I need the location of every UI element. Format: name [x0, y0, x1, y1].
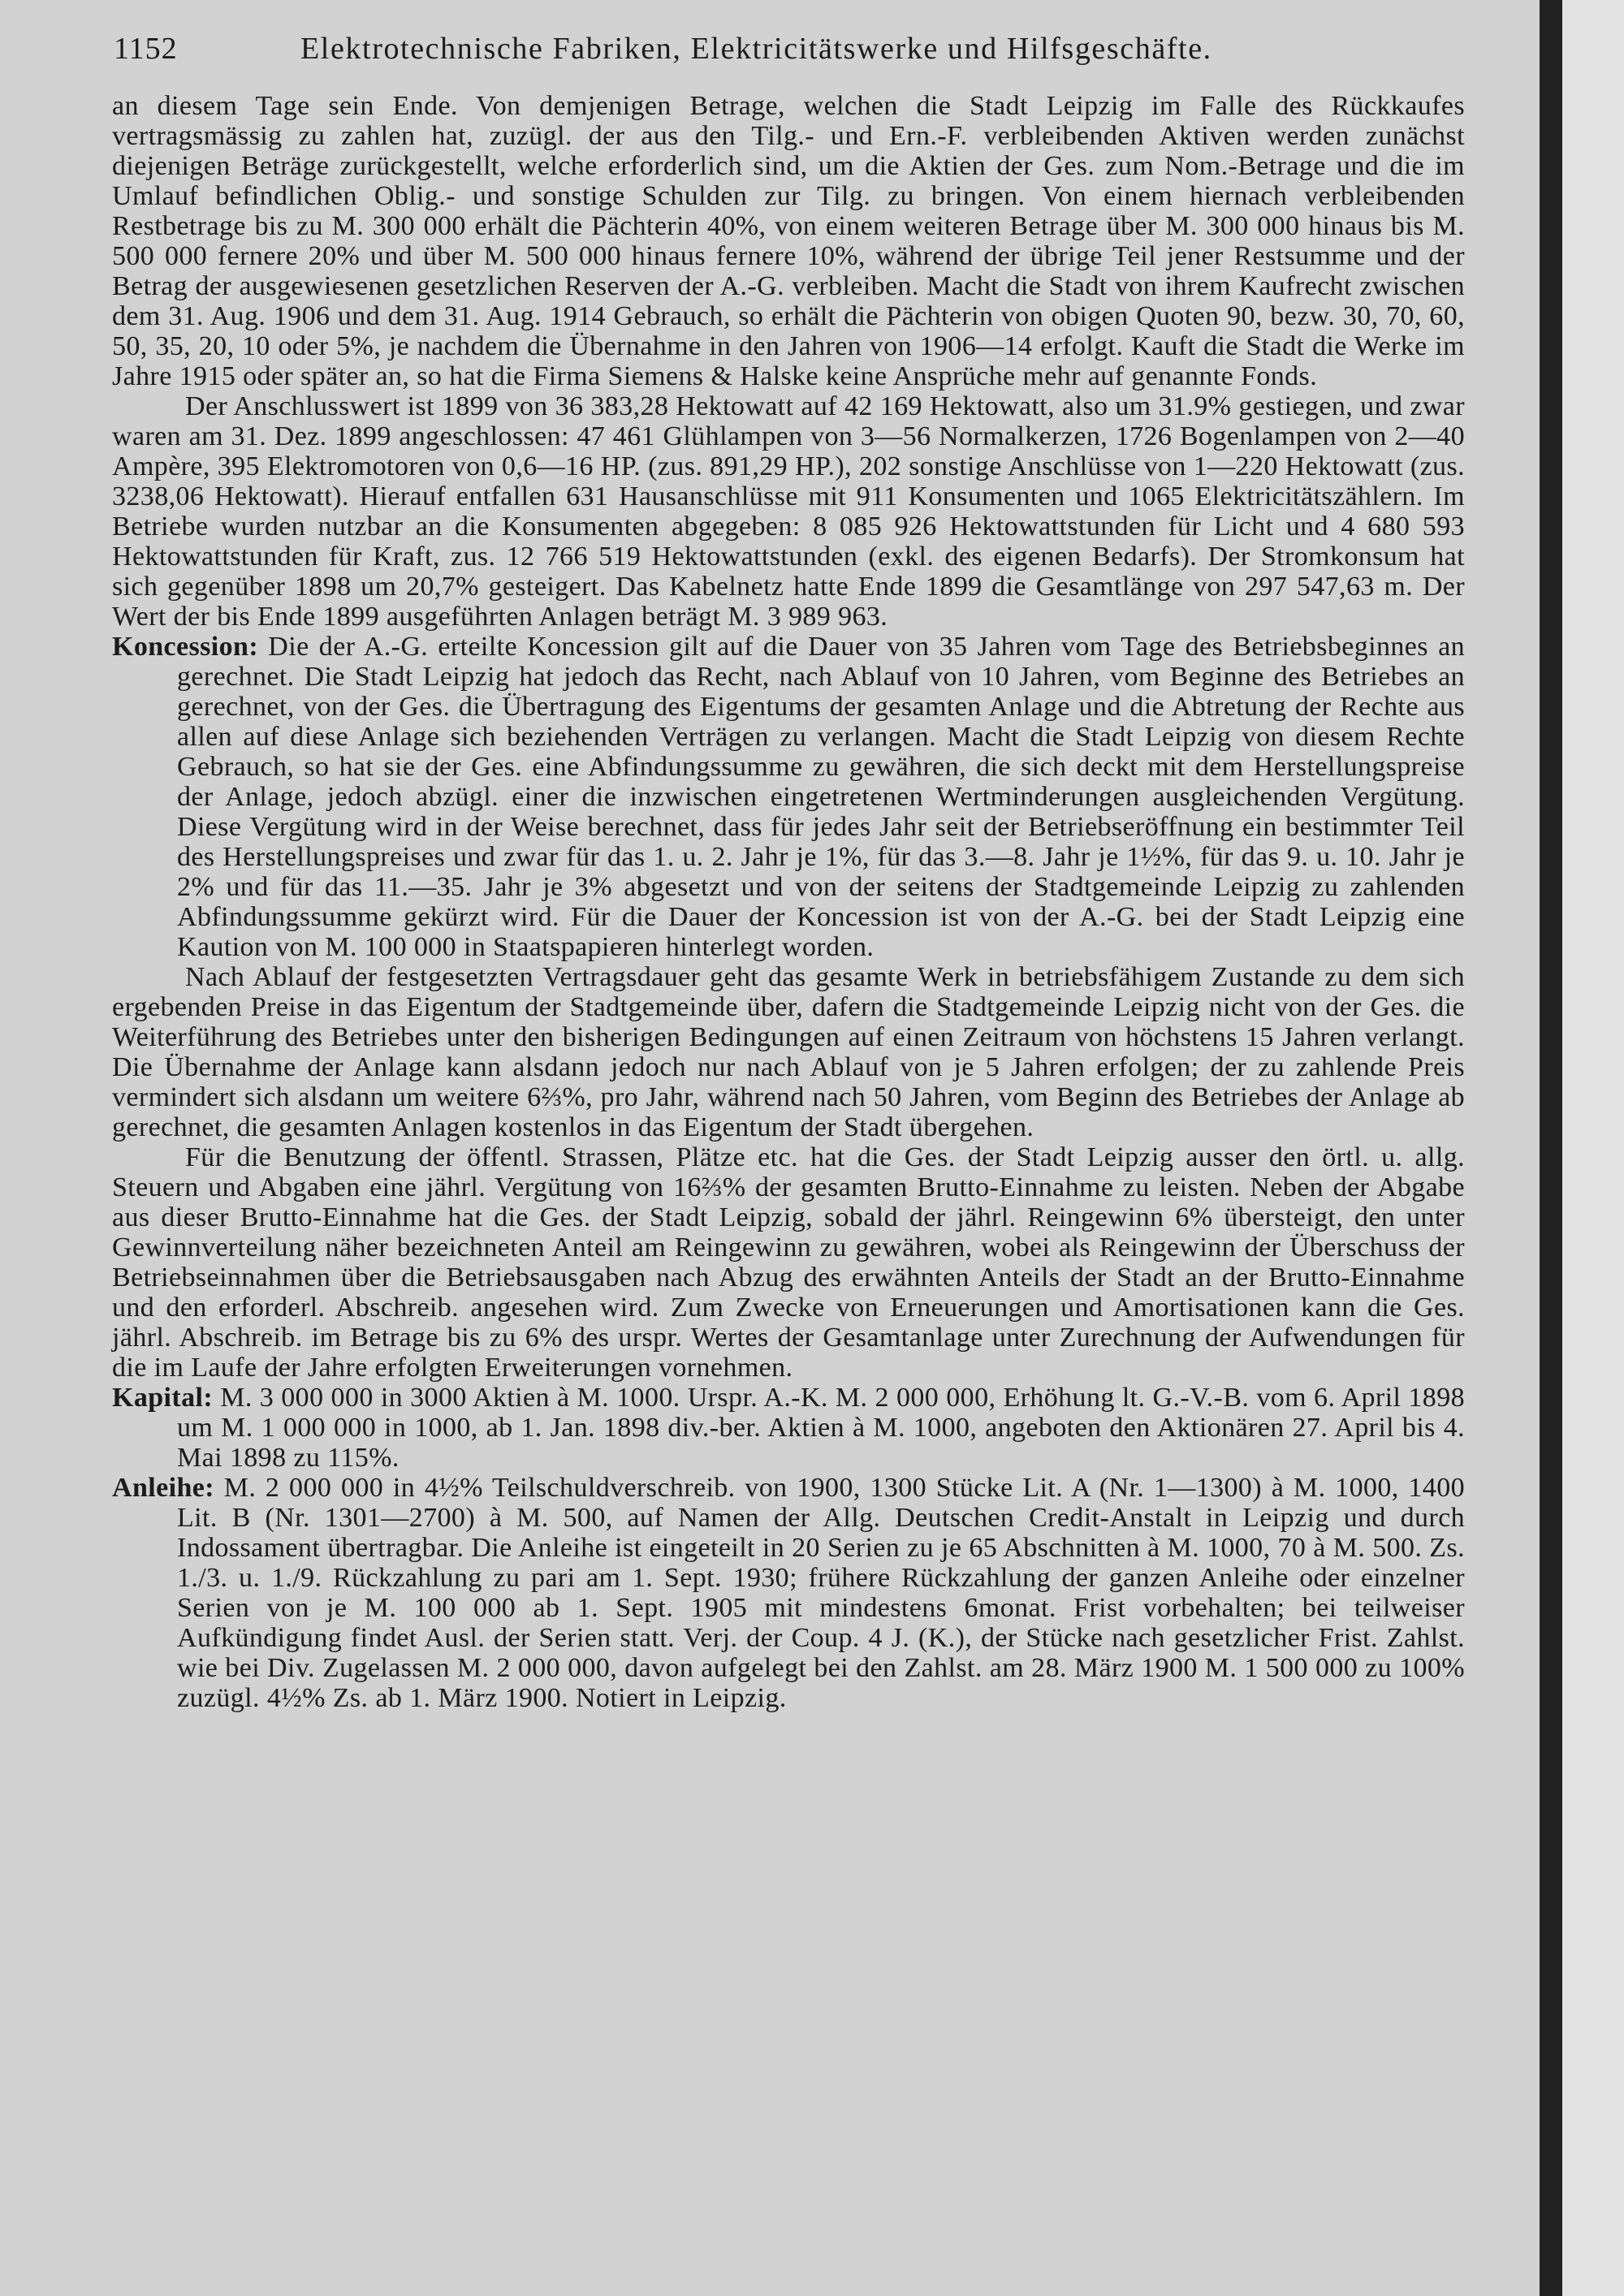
paragraph-repurchase-terms: an diesem Tage sein Ende. Von demjenigen Betrage, welchen die Stadt Leipzig im Falle des Rückkaufes vertragsmässig zu zahlen hat, zuzügl. der aus den Tilg.- und Ern.-F. verbleibenden Aktiven werden zunächst diejenigen Beträge zurückgestellt, welche erforderlich sind, um die Aktien der Ges. zum Nom.-Betrage und die im Umlauf befindlichen Oblig.- und sonstige Schulden zur Tilg. zu bringen. Von einem hiernach verbleibenden Restbetrage bis zu M. 300 000 erhält die Pächterin 40%, von einem weiteren Betrage über M. 300 000 hinaus bis M. 500 000 fernere 20% und über M. 500 000 hinaus fernere 10%, während der übrige Teil jener Restsumme und der Betrag der ausgewiesenen gesetzlichen Reserven der A.-G. verbleiben. Macht die Stadt von ihrem Kaufrecht zwischen dem 31. Aug. 1906 und dem 31. Aug. 1914 Gebrauch, so erhält die Pächterin von obigen Quoten 90, bezw. 30, 70, 60, 50, 35, 20, 10 oder 5%, je nachdem die Übernahme in den Jahren von 1906—14 erfolgt. Kauft die Stadt die Werke im Jahre 1915 oder später an, so hat die Firma Siemens & Halske keine Ansprüche mehr auf genannte Fonds. — [112, 91, 1465, 391]
paragraph-contract-expiry: Nach Ablauf der festgesetzten Vertragsdauer geht das gesamte Werk in betriebsfähigem Zustande zu dem sich ergebenden Preise in das Eigentum der Stadtgemeinde über, dafern die Stadtgemeinde Leipzig nicht von der Ges. die Weiterführung des Betriebes unter den bisherigen Bedingungen auf einen Zeitraum von höchstens 15 Jahren verlangt. Die Übernahme der Anlage kann alsdann jedoch nur nach Ablauf von je 5 Jahren erfolgen; der zu zahlende Preis vermindert sich alsdann um weitere 6⅔%, pro Jahr, während nach 50 Jahren, vom Beginn des Betriebes der Anlage ab gerechnet, die gesamten Anlagen kostenlos in das Eigentum der Stadt übergehen. — [112, 962, 1465, 1142]
section-koncession: Koncession: Die der A.-G. erteilte Koncession gilt auf die Dauer von 35 Jahren vom Tage des Betriebsbeginnes an gerechnet. Die Stadt Leipzig hat jedoch das Recht, nach Ablauf von 10 Jahren, vom Beginne des Betriebes an gerechnet, von der Ges. die Übertragung des Eigentums der gesamten Anlage und die Abtretung der Rechte aus allen auf diese Anlage sich beziehenden Verträgen zu verlangen. Macht die Stadt Leipzig von diesem Rechte Gebrauch, so hat sie der Ges. eine Abfindungssumme zu gewähren, die sich deckt mit dem Herstellungspreise der Anlage, jedoch abzügl. einer die inzwischen eingetretenen Wertminderungen ausgleichenden Vergütung. Diese Vergütung wird in der Weise berechnet, dass für jedes Jahr seit der Betriebseröffnung ein bestimmter Teil des Herstellungspreises und zwar für das 1. u. 2. Jahr je 1%, für das 3.—8. Jahr je 1½%, für das 9. u. 10. Jahr je 2% und für das 11.—35. Jahr je 3% abgesetzt und von der seitens der Stadtgemeinde Leipzig zu zahlenden Abfindungssumme gekürzt wird. Für die Dauer der Koncession ist von der A.-G. bei der Stadt Leipzig eine Kaution von M. 100 000 in Staatspapieren hinterlegt worden. — [112, 632, 1466, 962]
section-anleihe: Anleihe: M. 2 000 000 in 4½% Teilschuldverschreib. von 1900, 1300 Stücke Lit. A (Nr. 1—1300) à M. 1000, 1400 Lit. B (Nr. 1301—2700) à M. 500, auf Namen der Allg. Deutschen Credit-Anstalt in Leipzig und durch Indossament übertragbar. Die Anleihe ist eingeteilt in 20 Serien zu je 65 Abschnitten à M. 1000, 70 à M. 500. Zs. 1./3. u. 1./9. Rückzahlung zu pari am 1. Sept. 1930; frühere Rückzahlung der ganzen Anleihe oder einzelner Serien von je M. 100 000 ab 1. Sept. 1905 mit mindestens 6monat. Frist vorbehalten; bei teilweiser Aufkündigung findet Ausl. der Serien statt. Verj. der Coup. 4 J. (K.), der Stücke nach gesetzlicher Frist. Zahlst. wie bei Div. Zugelassen M. 2 000 000, davon aufgelegt bei den Zahlst. am 28. März 1900 M. 1 500 000 zu 100% zuzügl. 4½% Zs. ab 1. März 1900. Notiert in Leipzig. — [112, 1473, 1465, 1713]
page-margin-right — [1562, 0, 1624, 2296]
running-header — [114, 24, 1291, 73]
paragraph-street-usage: Für die Benutzung der öffentl. Strassen, Plätze etc. hat die Ges. der Stadt Leipzig ausser den örtl. u. allg. Steuern und Abgaben eine jährl. Vergütung von 16⅔% der gesamten Brutto-Einnahme zu leisten. Neben der Abgabe aus dieser Brutto-Einnahme hat die Ges. der Stadt Leipzig, sobald der jährl. Reingewinn 6% übersteigt, den unter Gewinnverteilung näher bezeichneten Anteil am Reingewinn zu gewähren, wobei als Reingewinn der Überschuss der Betriebseinnahmen über die Betriebsausgaben nach Abzug des erwähnten Anteils der Stadt an der Brutto-Einnahme und den erforderl. Abschreib. angesehen wird. Zum Zwecke von Erneuerungen und Amortisationen kann die Ges. jährl. Abschreib. im Betrage bis zu 6% des urspr. Wertes der Gesamtanlage unter Zurechnung der Aufwendungen für die im Laufe der Jahre erfolgten Erweiterungen vornehmen. — [112, 1142, 1465, 1383]
text-body — [112, 91, 1465, 1713]
page-number: 1152 — [114, 32, 178, 66]
binding-edge — [1540, 0, 1562, 2296]
section-kapital: Kapital: M. 3 000 000 in 3000 Aktien à M. 1000. Urspr. A.-K. M. 2 000 000, Erhöhung lt. G.-V.-B. vom 6. April 1898 um M. 1 000 000 in 1000, ab 1. Jan. 1898 div.-ber. Aktien à M. 1000, angeboten den Aktionären 27. April bis 4. Mai 1898 zu 115%. — [112, 1383, 1466, 1473]
section-label-koncession: Koncession: — [112, 632, 259, 662]
paragraph-connected-load: Der Anschlusswert ist 1899 von 36 383,28 Hektowatt auf 42 169 Hektowatt, also um 31.9% gestiegen, und zwar waren am 31. Dez. 1899 angeschlossen: 47 461 Glühlampen von 3—56 Normalkerzen, 1726 Bogenlampen von 2—40 Ampère, 395 Elektromotoren von 0,6—16 HP. (zus. 891,29 HP.), 202 sonstige Anschlüsse von 1—220 Hektowatt (zus. 3238,06 Hektowatt). Hierauf entfallen 631 Hausanschlüsse mit 911 Konsumenten und 1065 Elektricitätszählern. Im Betriebe wurden nutzbar an die Konsumenten abgegeben: 8 085 926 Hektowattstunden für Licht und 4 680 593 Hektowattstunden für Kraft, zus. 12 766 519 Hektowattstunden (exkl. des eigenen Bedarfs). Der Stromkonsum hat sich gegenüber 1898 um 20,7% gesteigert. Das Kabelnetz hatte Ende 1899 die Gesamtlänge von 297 547,63 m. Der Wert der bis Ende 1899 ausgeführten Anlagen beträgt M. 3 989 963. — [112, 391, 1465, 632]
section-label-anleihe: Anleihe: — [112, 1473, 214, 1503]
running-title: Elektrotechnische Fabriken, Elektricitätswerke und Hilfsgeschäfte. — [300, 32, 1212, 66]
section-label-kapital: Kapital: — [112, 1383, 214, 1413]
